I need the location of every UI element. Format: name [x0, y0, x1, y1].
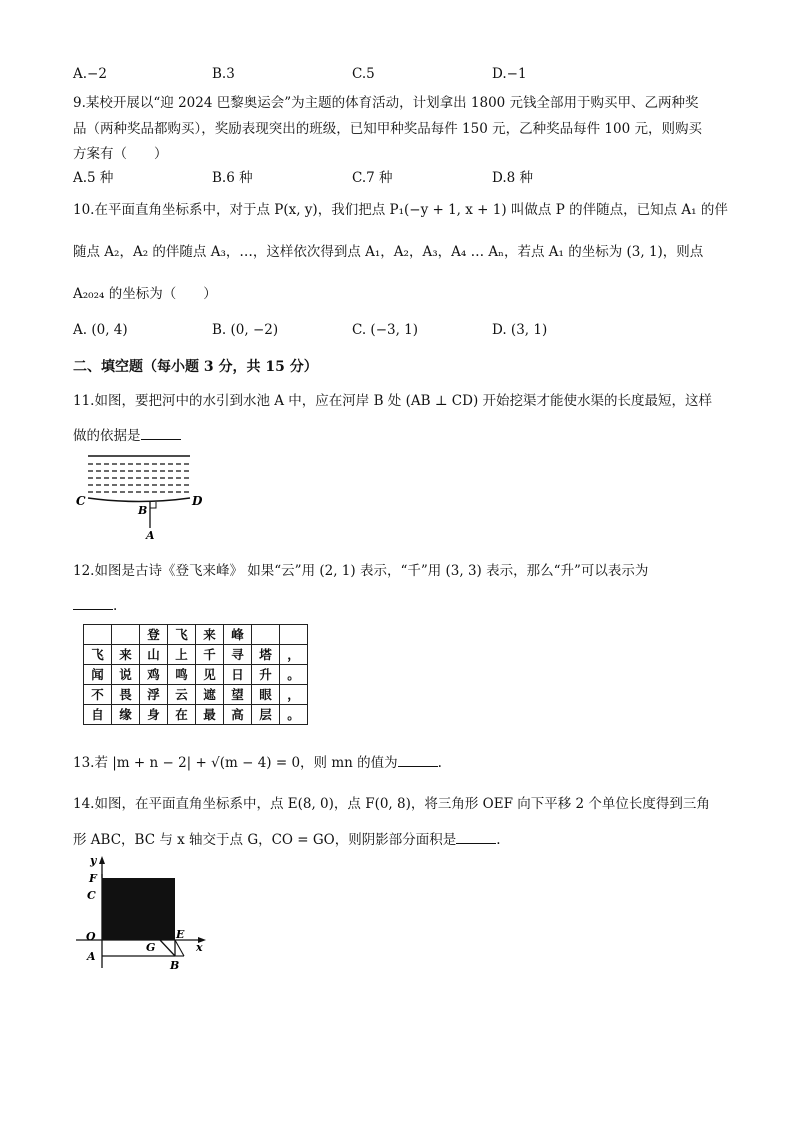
q14-line-1: 14.如图，在平面直角坐标系中，点 E(8, 0)，点 F(0, 8)，将三角形 OEF 向下平移 2 个单位长度得到三角: [73, 796, 710, 812]
q8-option-d: D.−1: [492, 66, 527, 82]
table-cell: ，: [280, 685, 308, 705]
table-cell: 遮: [196, 685, 224, 705]
table-cell: 最: [196, 705, 224, 725]
q10-line-1: 10.在平面直角坐标系中，对于点 P(x, y)，我们把点 P₁(−y + 1, x + 1) 叫做点 P 的伴随点，已知点 A₁ 的伴: [73, 202, 728, 218]
table-cell: 层: [252, 705, 280, 725]
table-cell: 闻: [84, 665, 112, 685]
table-row: [84, 625, 308, 645]
q14-line-2-text: 形 ABC，BC 与 x 轴交于点 G，CO = GO，则阴影部分面积是: [73, 832, 457, 848]
table-cell: [252, 625, 280, 645]
table-cell: 来: [196, 625, 224, 645]
q8-option-b: B.3: [212, 66, 235, 82]
q10-option-c: C. (−3, 1): [352, 322, 419, 338]
q13-end: .: [437, 755, 442, 771]
q12-answer-blank: [73, 597, 113, 610]
q11-line-2: [73, 424, 181, 444]
label-a: A: [87, 950, 96, 963]
table-cell: 来: [112, 645, 140, 665]
table-cell: 高: [224, 705, 252, 725]
table-cell: 。: [280, 705, 308, 725]
label-g: G: [146, 941, 156, 954]
q14-end: .: [496, 832, 501, 848]
table-cell: 自: [84, 705, 112, 725]
table-cell: [84, 625, 112, 645]
table-cell: 望: [224, 685, 252, 705]
q12-line-1: 12.如图是古诗《登飞来峰》 如果“云”用 (2, 1) 表示，“千”用 (3, 3) 表示，那么“升”可以表示为: [73, 563, 649, 579]
q10-line-3: A₂₀₂₄ 的坐标为（ ）: [73, 286, 217, 302]
table-cell: 塔: [252, 645, 280, 665]
table-cell: 飞: [84, 645, 112, 665]
q10-option-b: B. (0, −2): [212, 322, 279, 338]
table-cell: 见: [196, 665, 224, 685]
q9-option-d: D.8 种: [492, 170, 534, 186]
q9-line-3: 方案有（ ）: [73, 146, 168, 162]
table-cell: 。: [280, 665, 308, 685]
q11-river-figure: [72, 448, 212, 544]
q12-line-2-end: .: [113, 598, 118, 614]
table-cell: 不: [84, 685, 112, 705]
label-c: C: [87, 889, 96, 902]
table-cell: 眼: [252, 685, 280, 705]
label-e: E: [176, 928, 185, 941]
table-cell: ，: [280, 645, 308, 665]
poem-grid-table: [83, 624, 308, 725]
label-f: F: [89, 872, 97, 885]
table-cell: 日: [224, 665, 252, 685]
q13-text: 13.若 |m + n − 2| + √(m − 4) = 0，则 mn 的值为: [73, 755, 398, 771]
table-cell: 畏: [112, 685, 140, 705]
table-cell: [280, 625, 308, 645]
q10-option-d: D. (3, 1): [492, 322, 548, 338]
table-cell: 千: [196, 645, 224, 665]
table-row: [84, 665, 308, 685]
table-cell: 说: [112, 665, 140, 685]
table-cell: 鸡: [140, 665, 168, 685]
table-row: [84, 705, 308, 725]
q13-line: [73, 751, 442, 771]
table-cell: 飞: [168, 625, 196, 645]
q11-line-2-text: 做的依据是: [73, 428, 141, 444]
q14-line-2: [73, 828, 501, 848]
q10-option-a: A. (0, 4): [73, 322, 128, 338]
table-row: [84, 685, 308, 705]
table-cell: 缘: [112, 705, 140, 725]
label-y: y: [90, 854, 97, 867]
table-cell: 升: [252, 665, 280, 685]
label-d: D: [192, 494, 203, 508]
table-cell: 浮: [140, 685, 168, 705]
q11-answer-blank: [141, 427, 181, 440]
label-c: C: [76, 494, 86, 508]
table-cell: 在: [168, 705, 196, 725]
table-row: [84, 645, 308, 665]
q14-coordinate-figure: [72, 852, 212, 974]
q9-option-b: B.6 种: [212, 170, 253, 186]
table-cell: 云: [168, 685, 196, 705]
label-b: B: [170, 959, 180, 972]
q13-answer-blank: [398, 754, 438, 767]
table-cell: 峰: [224, 625, 252, 645]
table-cell: 登: [140, 625, 168, 645]
q11-line-1: 11.如图，要把河中的水引到水池 A 中，应在河岸 B 处 (AB ⊥ CD) 开始挖渠才能使水渠的长度最短，这样: [73, 393, 713, 409]
q10-line-2: 随点 A₂，A₂ 的伴随点 A₃，…，这样依次得到点 A₁，A₂，A₃，A₄ … Aₙ，若点 A₁ 的坐标为 (3, 1)，则点: [73, 244, 704, 260]
q14-answer-blank: [456, 831, 496, 844]
label-b: B: [138, 504, 148, 517]
q9-option-c: C.7 种: [352, 170, 393, 186]
q8-option-a: A.−2: [73, 66, 107, 82]
table-cell: 身: [140, 705, 168, 725]
table-cell: 上: [168, 645, 196, 665]
q9-line-1: 9.某校开展以“迎 2024 巴黎奥运会”为主题的体育活动，计划拿出 1800 元钱全部用于购买甲、乙两种奖: [73, 95, 699, 111]
label-x: x: [196, 941, 203, 954]
q9-option-a: A.5 种: [73, 170, 114, 186]
table-cell: [112, 625, 140, 645]
label-a: A: [146, 529, 155, 542]
q9-line-2: 品（两种奖品都购买），奖励表现突出的班级，已知甲种奖品每件 150 元，乙种奖品每件 100 元，则购买: [73, 121, 702, 137]
q8-option-c: C.5: [352, 66, 375, 82]
table-cell: 山: [140, 645, 168, 665]
q12-line-2: [73, 597, 117, 614]
table-cell: 寻: [224, 645, 252, 665]
section-2-title: 二、填空题（每小题 3 分，共 15 分）: [73, 359, 318, 375]
table-cell: 鸣: [168, 665, 196, 685]
label-o: O: [86, 930, 96, 943]
